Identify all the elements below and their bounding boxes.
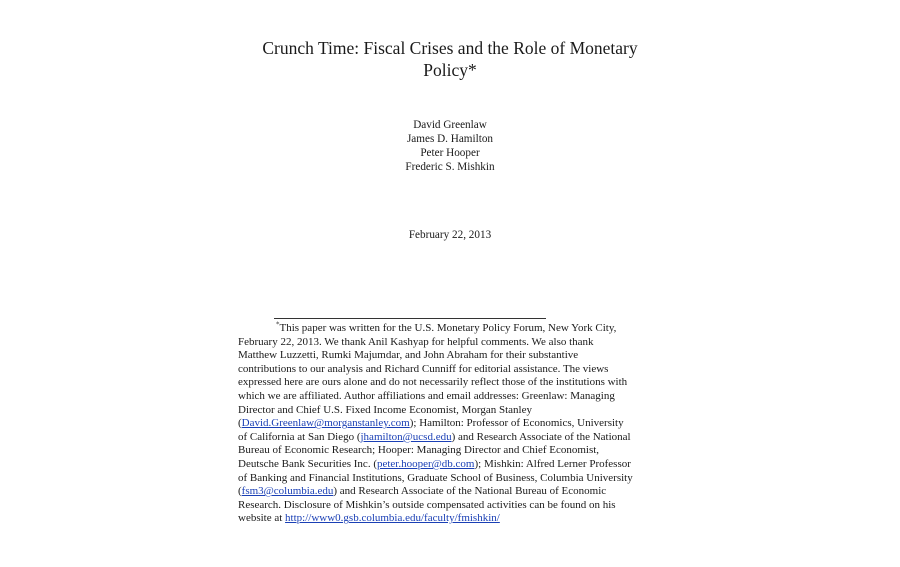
footnote-line-13: (fsm3@columbia.edu) and Research Associate of the National Bureau of Economic <box>238 485 607 498</box>
footnote-line-10: Bureau of Economic Research; Hooper: Managing Director and Chief Economist, <box>238 444 600 457</box>
footnote-line-4: contributions to our analysis and Richard Cunniff for editorial assistance. The views <box>238 362 609 375</box>
footnote-line-5: expressed here are ours alone and do not necessarily reflect those of the institutions with <box>238 376 628 389</box>
author-hooper: Peter Hooper <box>420 147 480 159</box>
footnote-line-12: of Banking and Financial Institutions, Graduate School of Business, Columbia University <box>238 471 633 484</box>
footnote-line-9: of California at San Diego (jhamilton@ucsd.edu) and Research Associate of the National <box>238 430 631 443</box>
author-hamilton: James D. Hamilton <box>406 133 494 145</box>
title-line-2: Policy* <box>423 60 477 80</box>
footnote <box>238 322 668 526</box>
email-link-greenlaw[interactable]: David.Greenlaw@morganstanley.com <box>241 417 410 430</box>
footnote-line-15: website at http://www0.gsb.columbia.edu/faculty/fmishkin/ <box>238 512 500 525</box>
author-greenlaw: David Greenlaw <box>413 119 487 131</box>
email-link-hamilton[interactable]: jhamilton@ucsd.edu <box>360 430 452 443</box>
author-mishkin: Frederic S. Mishkin <box>405 161 495 173</box>
footnote-line-11: Deutsche Bank Securities Inc. (peter.hooper@db.com); Mishkin: Alfred Lerner Professor <box>238 457 631 470</box>
footnote-line-7: Director and Chief U.S. Fixed Income Economist, Morgan Stanley <box>238 403 532 416</box>
footnote-line-2: February 22, 2013. We thank Anil Kashyap for helpful comments. We also thank <box>238 335 594 348</box>
website-link[interactable]: http://www0.gsb.columbia.edu/faculty/fmishkin/ <box>285 512 500 525</box>
paper-title <box>0 37 900 81</box>
author-list <box>0 118 900 174</box>
email-link-mishkin[interactable]: fsm3@columbia.edu <box>241 485 334 498</box>
footnote-line-8: (David.Greenlaw@morganstanley.com); Hamilton: Professor of Economics, University <box>238 417 624 430</box>
footnote-line-14: Research. Disclosure of Mishkin’s outside compensated activities can be found on his <box>238 498 616 511</box>
footnote-mark: * <box>276 320 280 329</box>
email-link-hooper[interactable]: peter.hooper@db.com <box>376 457 475 470</box>
footnote-divider <box>274 318 546 319</box>
footnote-line-1: *This paper was written for the U.S. Monetary Policy Forum, New York City, <box>276 320 617 334</box>
footnote-line-3: Matthew Luzzetti, Rumki Majumdar, and John Abraham for their substantive <box>238 349 579 362</box>
footnote-line-6: which we are affiliated. Author affiliations and email addresses: Greenlaw: Managing <box>238 389 615 402</box>
paper-date: February 22, 2013 <box>408 229 492 241</box>
title-line-1: Crunch Time: Fiscal Crises and the Role of Monetary <box>262 38 638 58</box>
